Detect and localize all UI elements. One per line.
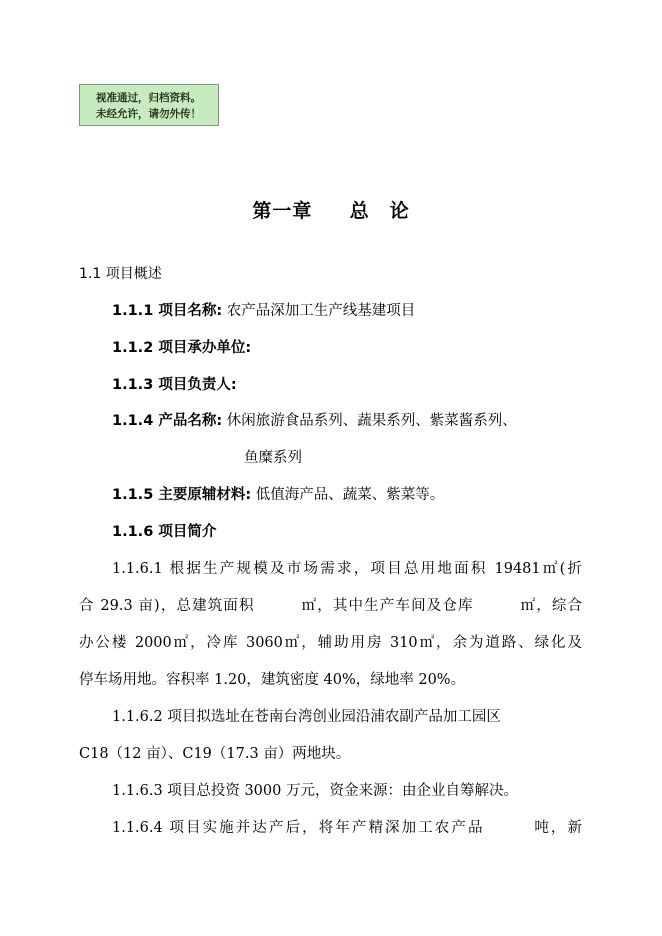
para-2-line-2: C18（12 亩）、C19（17.3 亩）两地块。 (79, 746, 351, 762)
item-leader (112, 375, 237, 395)
item-label: 1.1.6 项目简介 (112, 524, 217, 540)
para-1-line-2: 合 29.3 亩)，总建筑面积 ㎡，其中生产车间及仓库 ㎡，综合 (79, 598, 582, 614)
stamp-line-1: 视准通过，归档资料。 (96, 92, 201, 104)
para-1-line-4: 停车场用地。容积率 1.20，建筑密度 40%，绿地率 20%。 (79, 672, 466, 688)
stamp-line-2: 未经允许，请勿外传！ (96, 108, 201, 120)
para-2-line-1: 1.1.6.2 项目拟选址在苍南台湾创业园沿浦农副产品加工园区 (112, 709, 501, 725)
chapter-name: 总 论 (349, 200, 410, 222)
item-products-cont: 鱼糜系列 (244, 450, 302, 466)
approval-stamp (79, 84, 219, 126)
item-label: 1.1.4 产品名称: (112, 413, 223, 429)
item-project-name (112, 301, 415, 321)
chapter-title (0, 196, 662, 223)
item-label: 1.1.2 项目承办单位: (112, 340, 252, 356)
para-4: 1.1.6.4 项目实施并达产后，将年产精深加工农产品 吨，新 (112, 820, 582, 836)
item-value: 农产品深加工生产线基建项目 (226, 303, 416, 319)
item-label: 1.1.5 主要原辅材料: (112, 487, 252, 503)
para-1-line-1: 1.1.6.1 根据生产规模及市场需求，项目总用地面积 19481㎡(折 (112, 561, 582, 577)
item-sponsor (112, 338, 251, 358)
item-label: 1.1.1 项目名称: (112, 303, 223, 319)
para-3: 1.1.6.3 项目总投资 3000 万元，资金来源：由企业自筹解决。 (112, 783, 518, 799)
item-products (112, 411, 517, 431)
para-1-line-3: 办公楼 2000㎡，冷库 3060㎡，辅助用房 310㎡，余为道路、绿化及 (79, 635, 582, 651)
item-label: 1.1.3 项目负责人: (112, 377, 237, 393)
section-heading: 1.1 项目概述 (79, 266, 162, 282)
item-value: 休闲旅游食品系列、蔬果系列、紫菜酱系列、 (226, 413, 517, 429)
chapter-number: 第一章 (252, 200, 313, 222)
item-materials (112, 485, 444, 505)
item-value: 低值海产品、蔬菜、紫菜等。 (255, 487, 445, 503)
item-intro (112, 522, 216, 542)
